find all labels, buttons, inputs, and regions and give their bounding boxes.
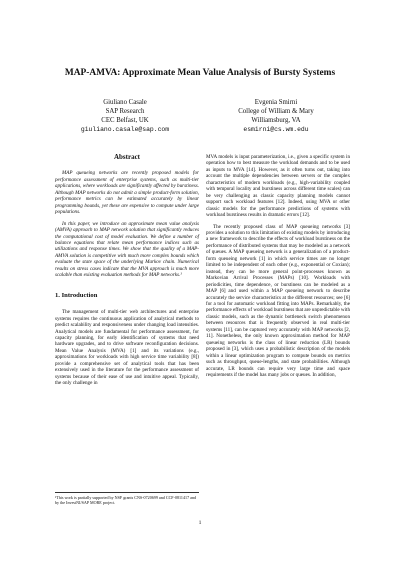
- author-org: SAP Research: [105, 108, 145, 115]
- body-paragraph: The recently proposed class of MAP queueing networks [3] provides a solution to this limitation of existing models by introducing a new framework to describe the effects of workload burstiness on the performance of distributed systems that may be modeled as a network of queues. A MAP queueing network is a generalization of a product-form queueing network [1] in which service times are no longer limited to be independent of each other (e.g., exponential or Coxian); instead, they can be more general point-processes known as Markovian Arrival Processes (MAPs) [10]. Workloads with periodicities, time dependence, or burstiness can be modeled as a MAP [6] and used within a MAP queueing network to describe accurately the service characteristics at the different resources; see [6] for a tool for automatic workload fitting into MAPs. Remarkably, the performance effects of workload burstiness that are unpredictable with classic models, such as the dynamic bottleneck switch phenomenon between resources that is frequently observed in real multi-tier systems [11], can be captured very accurately with MAP networks [2, 11]. Nonetheless, the only known approximation method for MAP queueing networks is the class of linear reduction (LR) bounds proposed in [3], which uses a probabilistic description of the models within a linear optimization program to compute bounds on metrics such as throughput, queue-lengths, and state probabilities. Although accurate, LR bounds can require very large time and space requirements if the model has many jobs or queues. In addition,: [206, 223, 350, 378]
- author-location: CEC Belfast, UK: [101, 117, 149, 124]
- abstract-paragraph: In this paper, we introduce an approximate mean value analysis (AMVA) approach to MAP network solution that significantly reduces the computational cost of model evaluation. We define a number of balance equations that relate mean performance indices such as utilizations and response times. We show that the quality of a MAP-AMVA solution is competitive with much more complex bounds which evaluate the state space of the underlying Markov chain. Numerical results on stress cases indicate that the MVA approach is much more scalable than existing evaluation methods for MAP networks.¹: [55, 220, 199, 279]
- page-number: 1: [198, 520, 202, 526]
- abstract-heading: Abstract: [113, 153, 141, 161]
- left-column: [55, 154, 199, 387]
- body-paragraph: The management of multi-tier web architectures and enterprise systems requires the continuous application of analytical methods to predict scalability and responsiveness under changing load intensities. Analytical models are fundamental for performance assessment, for capacity planning, for early identification of systems that need hardware upgrades, and to drive software reconfiguration decisions. Mean Value Analysis (MVA) [1] and its variations (e.g., approximations for workloads with high service time variability [8]) provide a comprehensive set of analytical tools that has been extensively used in the literature for the performance assessment of systems because of their ease of use and intuitive appeal. Typically, the only challenge in: [55, 309, 199, 387]
- abstract-body: [55, 170, 199, 278]
- right-column: [206, 154, 350, 383]
- author-org: College of William & Mary: [238, 108, 314, 115]
- abstract-paragraph: MAP queueing networks are recently proposed models for performance assessment of enterprise systems, such as multi-tier applications, where workloads are significantly affected by burstiness. Although MAP networks do not admit a simple product-form solution, performance metrics can be estimated accurately by linear programming bounds, yet these are expensive to compute under large populations.: [55, 170, 199, 216]
- author-name: Evgenia Smirni: [254, 99, 298, 106]
- body-paragraph: MVA models is input parameterization, i.e., given a specific system in operation how to best measure the workload demands and to be used as inputs to MVA [14]. However, as it often turns out, taking into account the multiple dependencies between servers or the complex characteristics of modern workloads (e.g., high-variability coupled with temporal locality and burstiness across different time scales) can be very challenging as classic capacity planning models cannot support such workload features [12]. Indeed, using MVA or other classic models for the performance predictions of systems with workload burstiness results in dramatic errors [12].: [206, 154, 350, 219]
- author-email: esmirni@cs.wm.edu: [243, 126, 309, 133]
- section-heading: 1. Introduction: [55, 291, 98, 299]
- paper-title: MAP-AMVA: Approximate Mean Value Analysis of Bursty Systems: [64, 68, 336, 78]
- author-email: giuliano.casale@sap.com: [80, 126, 170, 133]
- author-location: Williamsburg, VA: [251, 117, 301, 124]
- footnote: ¹This work is partially supported by NSF grants CNS-0720699 and CCF-0811417 and by the InvestNI/SAP MORE project.: [55, 492, 199, 505]
- author-name: Giuliano Casale: [103, 99, 147, 106]
- author-block-1: [60, 98, 190, 134]
- author-block-2: [211, 98, 341, 134]
